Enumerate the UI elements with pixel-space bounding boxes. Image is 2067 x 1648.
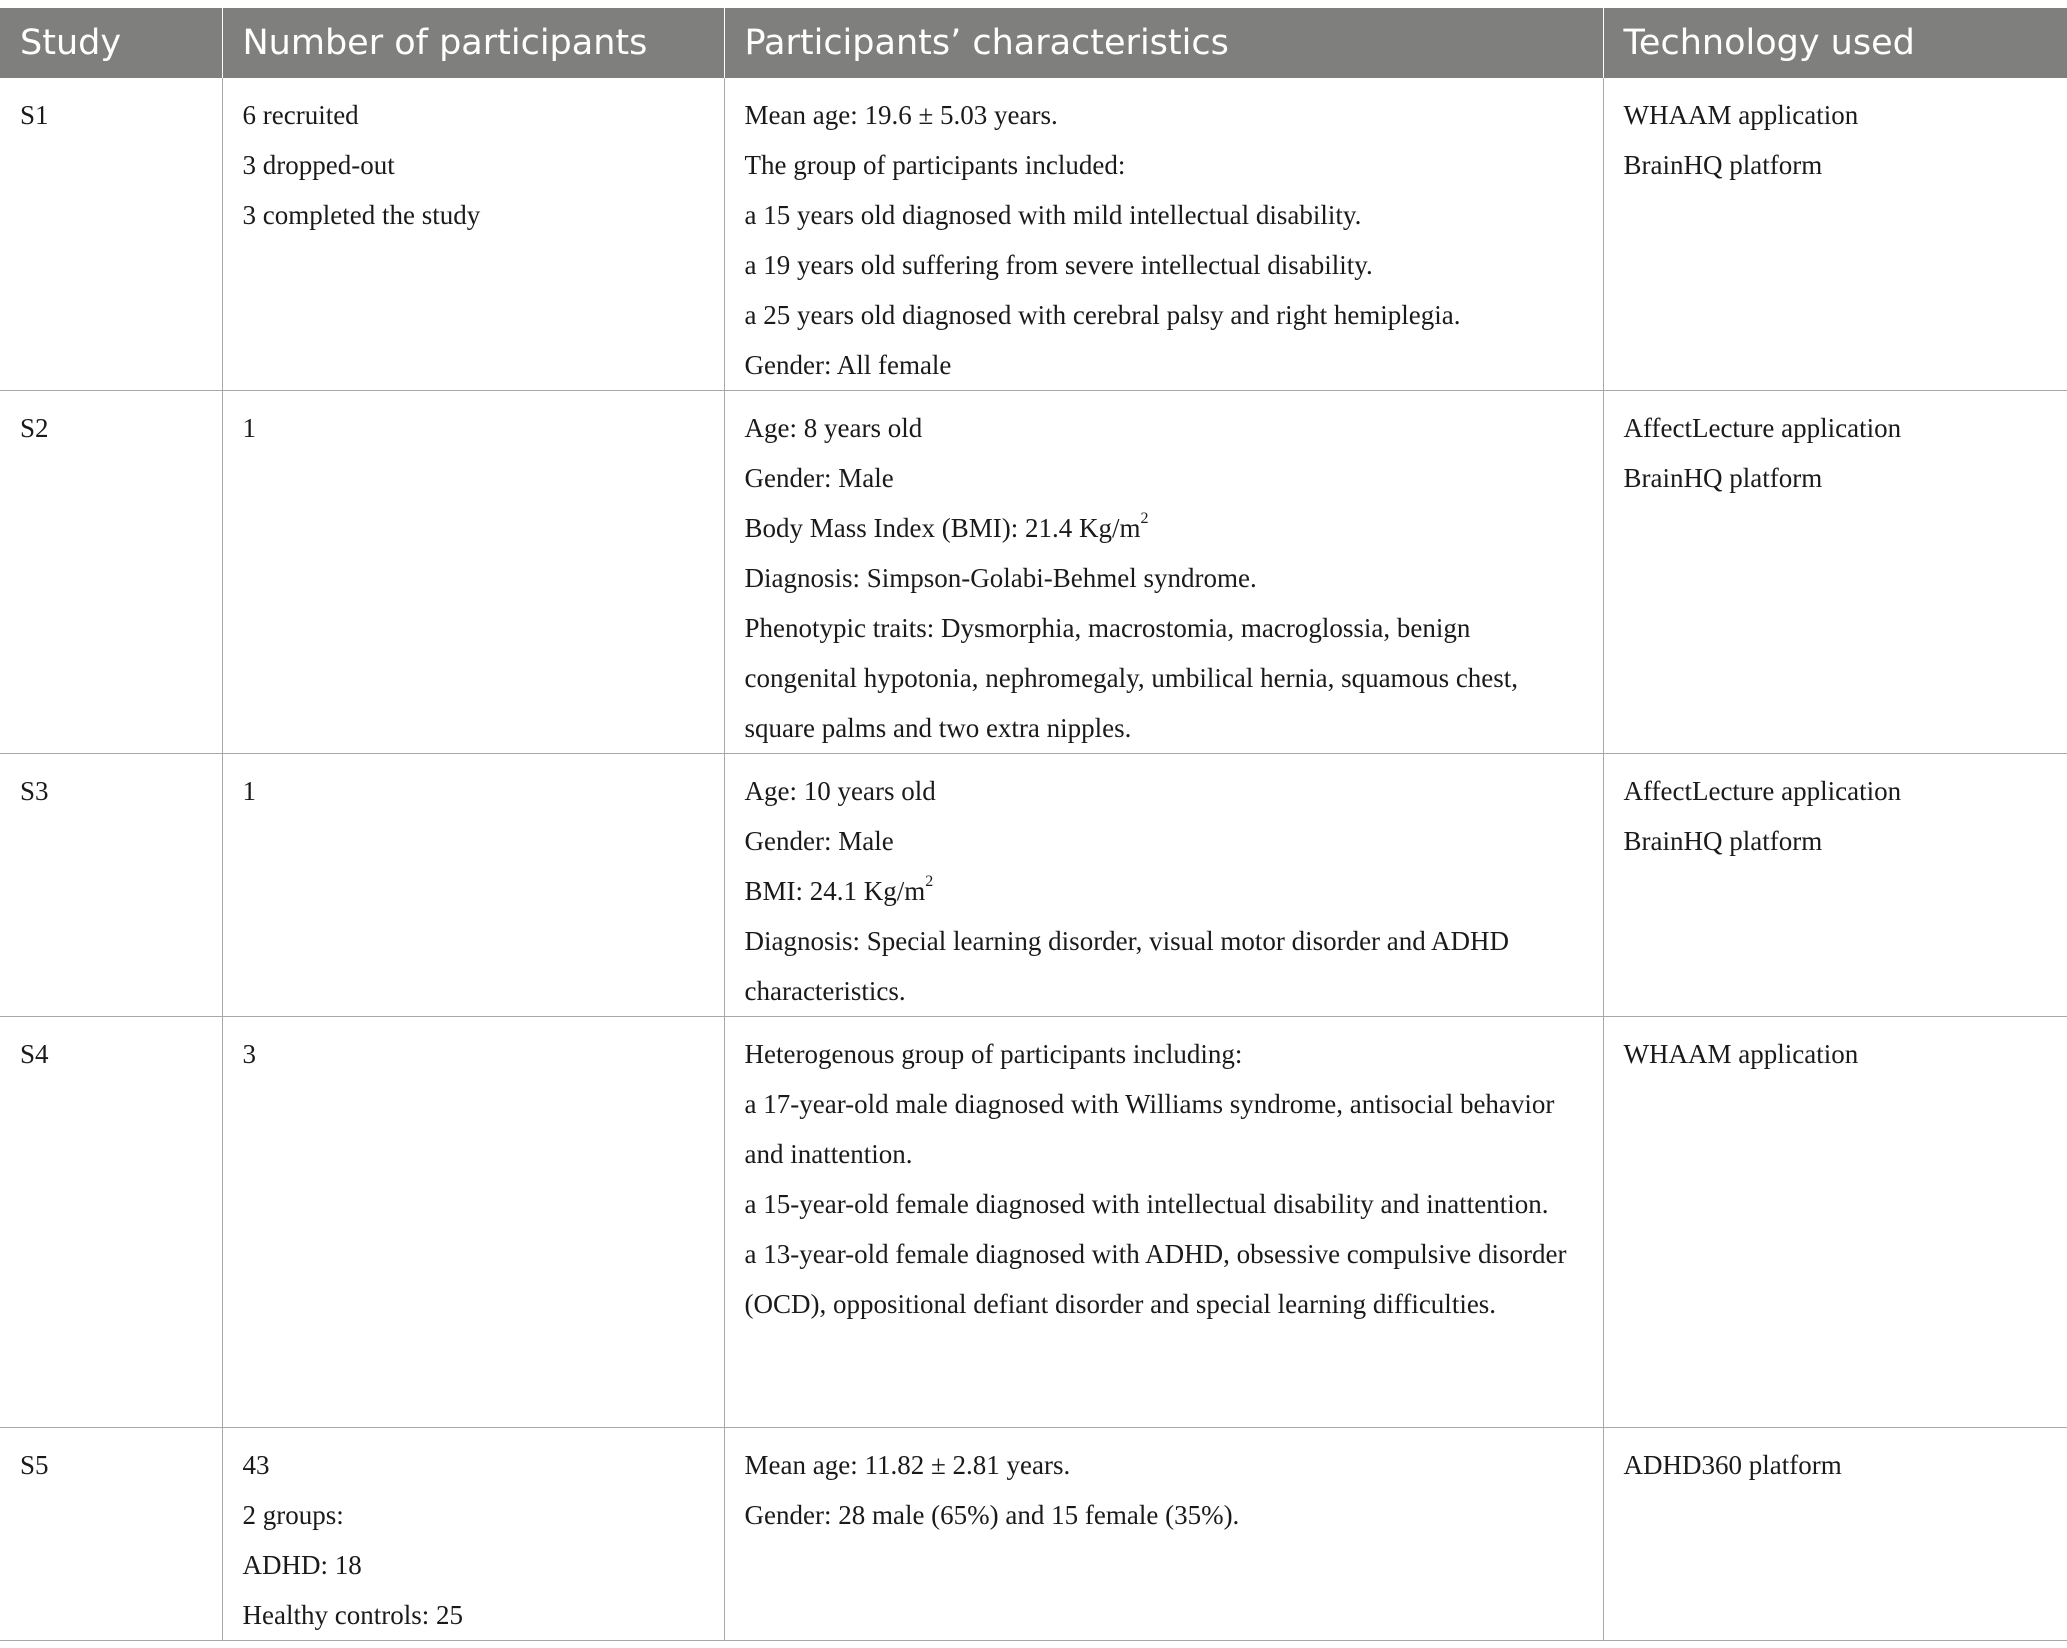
study-cell	[0, 78, 222, 391]
characteristics-cell	[724, 1017, 1603, 1428]
characteristics-line: Gender: Male	[744, 826, 894, 856]
study-id: S3	[20, 776, 49, 806]
table-header-row	[0, 8, 2067, 78]
characteristics-line: a 15 years old diagnosed with mild intellectual disability.	[744, 200, 1362, 230]
table-row	[0, 1017, 2067, 1428]
technology-line: BrainHQ platform	[1623, 463, 1823, 493]
participants-line: 6 recruited	[242, 100, 359, 130]
participants-line: 2 groups:	[242, 1500, 344, 1530]
superscript: 2	[1140, 510, 1149, 527]
table-row	[0, 391, 2067, 754]
participants-line: 3 completed the study	[242, 200, 481, 230]
table-row	[0, 754, 2067, 1017]
header-technology-used: Technology used	[1603, 8, 2067, 78]
participants-cell	[222, 1428, 724, 1641]
technology-cell	[1603, 1428, 2067, 1641]
study-id: S5	[20, 1450, 49, 1480]
technology-line: AffectLecture application	[1623, 776, 1902, 806]
technology-line: WHAAM application	[1623, 100, 1859, 130]
technology-line: WHAAM application	[1623, 1039, 1859, 1069]
participants-line: 3 dropped-out	[242, 150, 395, 180]
bmi-text: BMI: 24.1 Kg/m	[744, 876, 926, 906]
technology-cell	[1603, 78, 2067, 391]
characteristics-line: Gender: All female	[744, 350, 952, 380]
participants-line: 1	[242, 413, 256, 443]
technology-line: AffectLecture application	[1623, 413, 1902, 443]
characteristics-line: a 13-year-old female diagnosed with ADHD, obsessive compulsive disorder (OCD), oppositional defiant disorder and special learning difficulties.	[744, 1239, 1567, 1319]
characteristics-line: Age: 10 years old	[744, 776, 936, 806]
study-cell	[0, 391, 222, 754]
characteristics-line: a 19 years old suffering from severe intellectual disability.	[744, 250, 1373, 280]
study-table	[0, 8, 2067, 1641]
characteristics-line: Gender: 28 male (65%) and 15 female (35%).	[744, 1500, 1240, 1530]
header-participants-characteristics: Participants’ characteristics	[724, 8, 1603, 78]
characteristics-cell	[724, 78, 1603, 391]
participants-line: Healthy controls: 25	[242, 1600, 463, 1630]
study-cell	[0, 1428, 222, 1641]
bmi-text: Body Mass Index (BMI): 21.4 Kg/m	[744, 513, 1141, 543]
characteristics-cell	[724, 391, 1603, 754]
characteristics-cell	[724, 754, 1603, 1017]
technology-cell	[1603, 1017, 2067, 1428]
characteristics-line: Mean age: 11.82 ± 2.81 years.	[744, 1450, 1071, 1480]
technology-line: BrainHQ platform	[1623, 826, 1823, 856]
table-row	[0, 78, 2067, 391]
characteristics-line: Mean age: 19.6 ± 5.03 years.	[744, 100, 1058, 130]
table-row	[0, 1428, 2067, 1641]
characteristics-line: a 17-year-old male diagnosed with Williams syndrome, antisocial behavior and inattention.	[744, 1089, 1555, 1169]
superscript: 2	[925, 873, 934, 890]
characteristics-line: Gender: Male	[744, 463, 894, 493]
participants-line: 43	[242, 1450, 270, 1480]
participants-cell	[222, 78, 724, 391]
technology-cell	[1603, 754, 2067, 1017]
participants-cell	[222, 391, 724, 754]
study-cell	[0, 1017, 222, 1428]
characteristics-line: Phenotypic traits: Dysmorphia, macrostomia, macroglossia, benign congenital hypotonia, nephromegaly, umbilical hernia, squamous chest, square palms and two extra nipples.	[744, 613, 1519, 743]
characteristics-line: a 25 years old diagnosed with cerebral palsy and right hemiplegia.	[744, 300, 1461, 330]
characteristics-cell	[724, 1428, 1603, 1641]
characteristics-line	[745, 866, 1583, 916]
characteristics-line: a 15-year-old female diagnosed with intellectual disability and inattention.	[744, 1189, 1549, 1219]
characteristics-line: Age: 8 years old	[744, 413, 923, 443]
technology-cell	[1603, 391, 2067, 754]
study-id: S4	[20, 1039, 49, 1069]
study-id: S1	[20, 100, 49, 130]
participants-line: ADHD: 18	[242, 1550, 362, 1580]
participants-cell	[222, 754, 724, 1017]
study-cell	[0, 754, 222, 1017]
characteristics-line	[745, 503, 1583, 553]
characteristics-line: Diagnosis: Special learning disorder, visual motor disorder and ADHD characteristics.	[744, 926, 1510, 1006]
characteristics-line: The group of participants included:	[744, 150, 1126, 180]
participants-line: 1	[242, 776, 256, 806]
technology-line: BrainHQ platform	[1623, 150, 1823, 180]
participants-cell	[222, 1017, 724, 1428]
characteristics-line: Heterogenous group of participants including:	[744, 1039, 1243, 1069]
table-container	[0, 8, 2067, 1641]
header-study: Study	[20, 23, 122, 63]
study-id: S2	[20, 413, 49, 443]
header-number-of-participants: Number of participants	[222, 8, 724, 78]
technology-line: ADHD360 platform	[1623, 1450, 1842, 1480]
characteristics-line: Diagnosis: Simpson-Golabi-Behmel syndrome.	[744, 563, 1257, 593]
participants-line: 3	[242, 1039, 256, 1069]
